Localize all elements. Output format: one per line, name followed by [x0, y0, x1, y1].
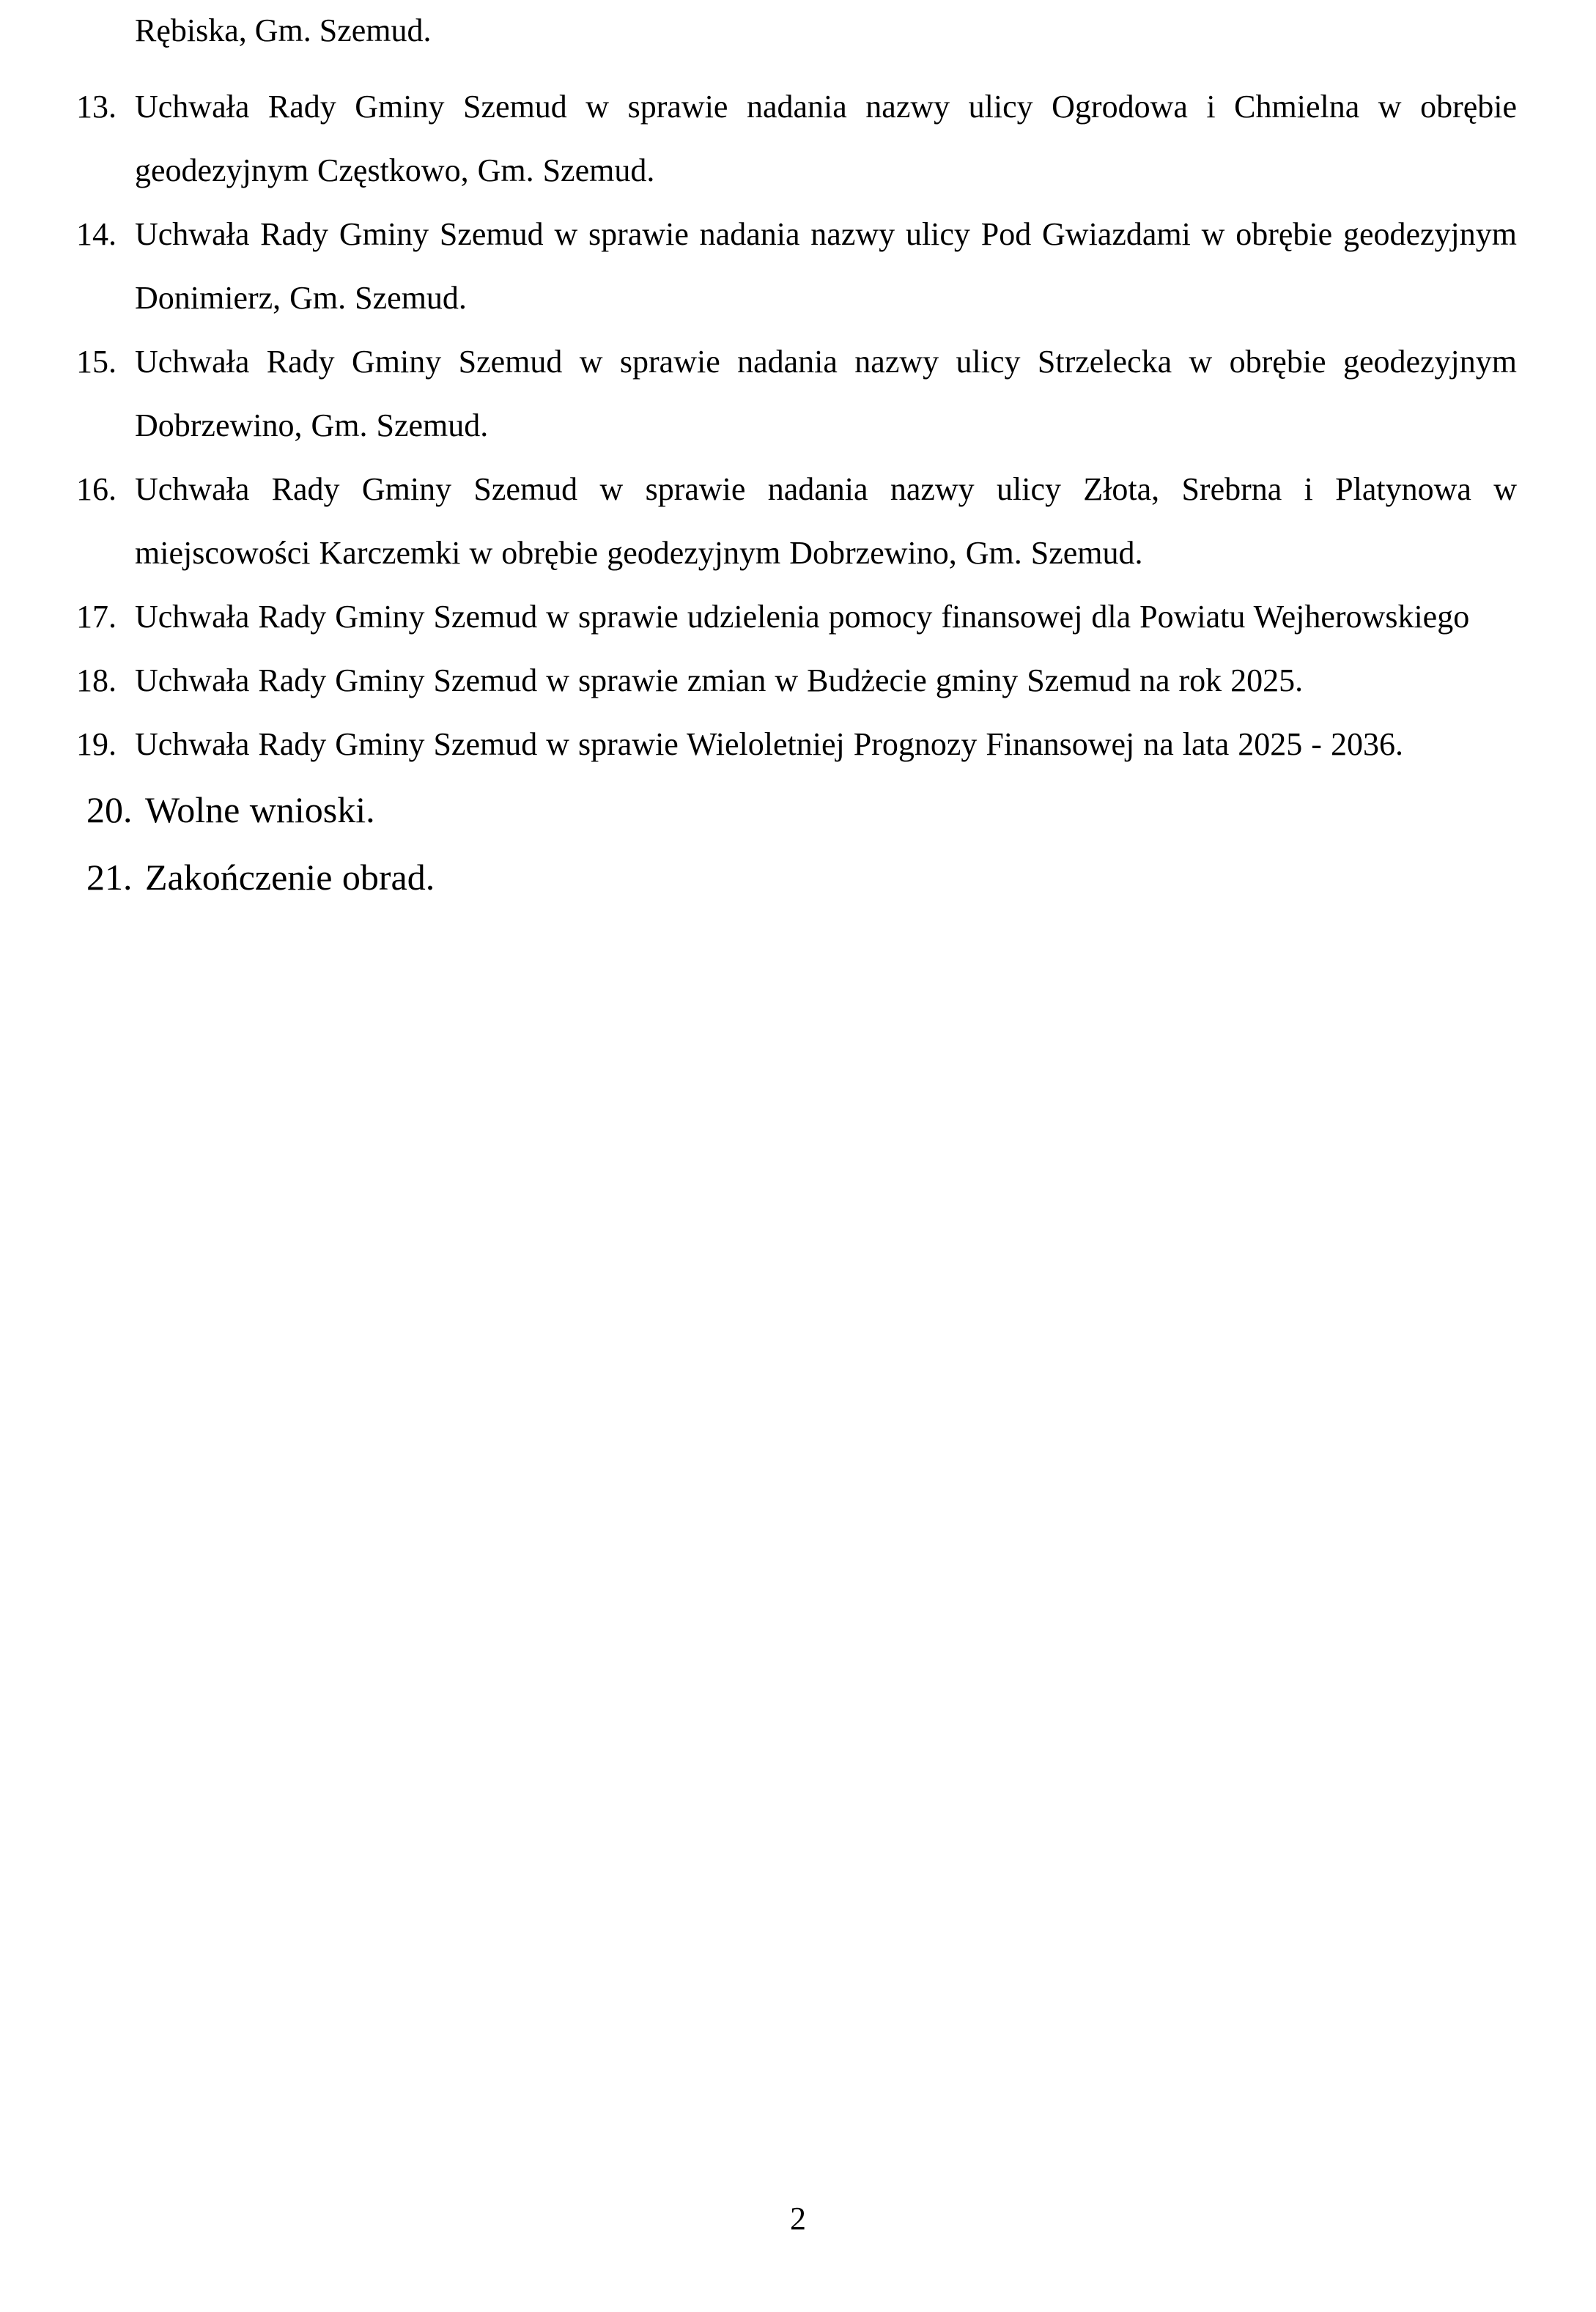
item-text: Zakończenie obrad.: [145, 857, 435, 898]
agenda-item-17: [0, 585, 1596, 649]
item-text: Uchwała Rady Gminy Szemud w sprawie zmian w Budżecie gminy Szemud na rok 2025.: [135, 662, 1304, 698]
item-number: 18.: [76, 662, 117, 698]
agenda-item-21: [0, 843, 1596, 911]
agenda-item-18: [0, 649, 1596, 712]
page-number: 2: [790, 2201, 806, 2237]
continued-item-text: Rębiska, Gm. Szemud.: [135, 12, 432, 48]
item-text: Uchwała Rady Gminy Szemud w sprawie udzielenia pomocy finansowej dla Powiatu Wejherowskiego: [135, 599, 1470, 635]
item-text: Wolne wnioski.: [145, 789, 375, 830]
item-number: 15.: [76, 344, 117, 380]
item-number: 13.: [76, 89, 117, 125]
item-number: 14.: [76, 216, 117, 252]
agenda-item-15: [0, 330, 1596, 457]
item-number: 21.: [86, 857, 133, 898]
item-number: 17.: [76, 599, 117, 635]
item-number: 19.: [76, 726, 117, 762]
item-text: Uchwała Rady Gminy Szemud w sprawie Wieloletniej Prognozy Finansowej na lata 2025 - 2036.: [135, 726, 1403, 762]
item-text: Uchwała Rady Gminy Szemud w sprawie nadania nazwy ulicy Złota, Srebrna i Platynowa w miejscowości Karczemki w obrębie geodezyjnym Dobrzewino, Gm. Szemud.: [135, 471, 1517, 571]
item-text: Uchwała Rady Gminy Szemud w sprawie nadania nazwy ulicy Ogrodowa i Chmielna w obrębie geodezyjnym Częstkowo, Gm. Szemud.: [135, 89, 1517, 188]
item-number: 20.: [86, 789, 133, 830]
item-text: Uchwała Rady Gminy Szemud w sprawie nadania nazwy ulicy Strzelecka w obrębie geodezyjnym Dobrzewino, Gm. Szemud.: [135, 344, 1517, 443]
agenda-item-13: [0, 75, 1596, 202]
agenda-item-14: [0, 202, 1596, 330]
item-text: Uchwała Rady Gminy Szemud w sprawie nadania nazwy ulicy Pod Gwiazdami w obrębie geodezyjnym Donimierz, Gm. Szemud.: [135, 216, 1517, 316]
agenda-list: [0, 75, 1596, 911]
agenda-item-20: [0, 776, 1596, 843]
item-number: 16.: [76, 471, 117, 507]
agenda-item-16: [0, 457, 1596, 585]
agenda-item-19: [0, 712, 1596, 776]
